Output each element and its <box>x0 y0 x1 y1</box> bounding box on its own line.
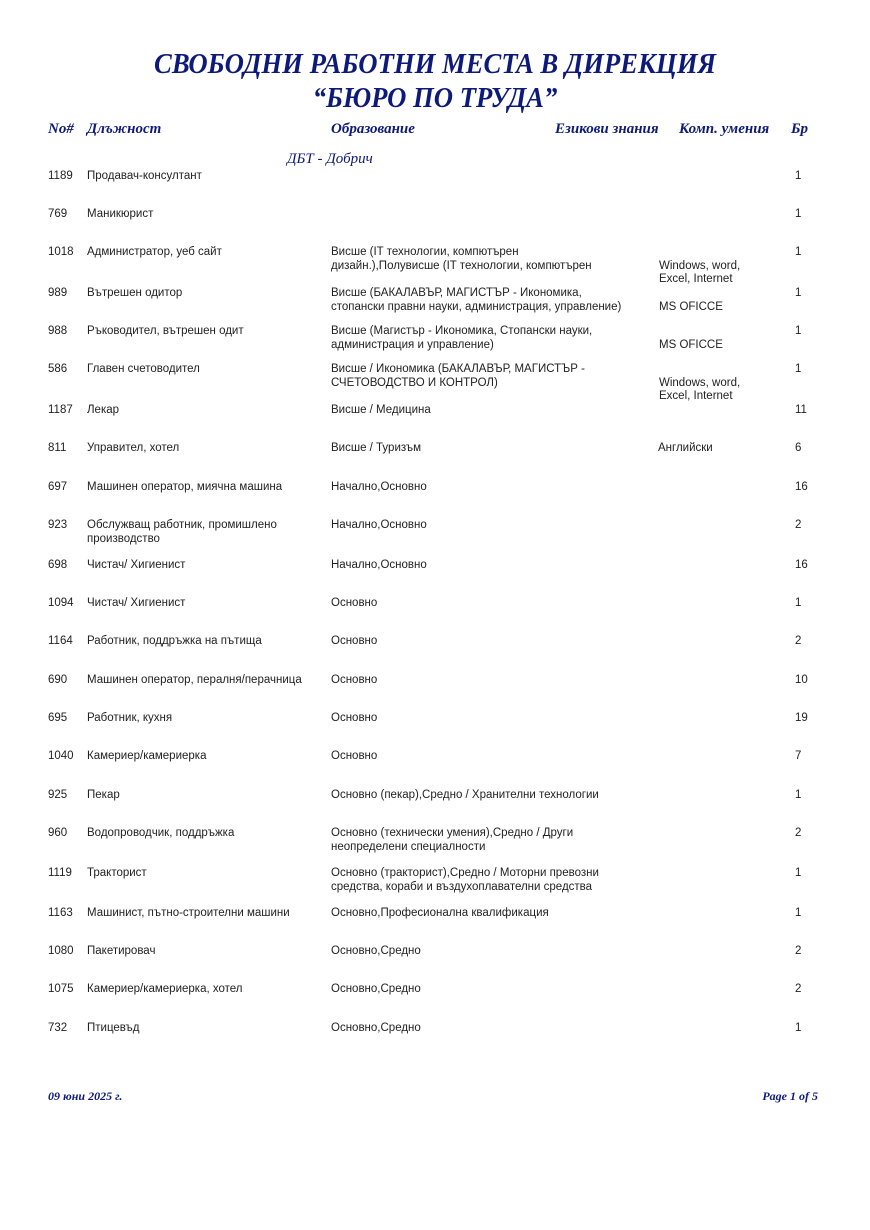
cell-education: Основно <box>331 674 378 686</box>
cell-number: 811 <box>48 442 67 454</box>
cell-count: 1 <box>795 246 802 258</box>
cell-position: Ръководител, вътрешен одит <box>87 325 244 337</box>
cell-number: 695 <box>48 712 68 724</box>
cell-education: Основно <box>331 712 378 724</box>
cell-computer-skills: MS OFICCE <box>659 338 723 351</box>
cell-education: Основно <box>331 750 378 762</box>
cell-position: Обслужващ работник, промишлено производство <box>87 519 277 545</box>
cell-education: Висше (БАКАЛАВЪР, МАГИСТЪР - Икономика, стопански правни науки, администрация, управление) <box>331 287 622 313</box>
cell-count: 19 <box>795 712 808 724</box>
cell-position: Чистач/ Хигиенист <box>87 559 186 571</box>
cell-education: Висше / Медицина <box>331 404 431 416</box>
cell-number: 697 <box>48 481 68 493</box>
cell-position: Тракторист <box>87 867 147 879</box>
cell-number: 1018 <box>48 246 74 258</box>
cell-count: 2 <box>795 635 802 647</box>
cell-count: 1 <box>795 867 802 879</box>
cell-education: Основно,Средно <box>331 945 421 957</box>
cell-count: 2 <box>795 945 802 957</box>
cell-count: 16 <box>795 481 808 493</box>
cell-education: Основно (технически умения),Средно / Други неопределени специалности <box>331 827 574 853</box>
cell-position: Машинист, пътно-строителни машини <box>87 907 290 919</box>
cell-position: Машинен оператор, миячна машина <box>87 481 283 493</box>
cell-position: Водопроводчик, поддръжка <box>87 827 235 839</box>
cell-number: 1119 <box>48 867 72 879</box>
cell-number: 925 <box>48 789 68 801</box>
cell-education: Основно,Професионална квалификация <box>331 907 549 919</box>
cell-number: 732 <box>48 1022 68 1034</box>
cell-number: 1163 <box>48 907 73 919</box>
cell-count: 1 <box>795 170 802 182</box>
cell-languages: Английски <box>658 442 713 454</box>
cell-position: Вътрешен одитор <box>87 287 183 299</box>
cell-education: Висше (Магистър - Икономика, Стопански науки, администрация и управление) <box>331 325 593 351</box>
cell-position: Птицевъд <box>87 1022 140 1034</box>
header-education: Образование <box>331 121 415 137</box>
cell-position: Работник, кухня <box>87 712 173 724</box>
cell-count: 2 <box>795 519 802 531</box>
cell-number: 923 <box>48 519 68 531</box>
cell-count: 7 <box>795 750 802 762</box>
cell-computer-skills: MS OFICCE <box>659 300 723 313</box>
cell-count: 2 <box>795 827 802 839</box>
cell-number: 1075 <box>48 983 74 995</box>
cell-count: 1 <box>795 363 802 375</box>
cell-position: Маникюрист <box>87 208 154 220</box>
cell-computer-skills: Windows, word, Excel, Internet <box>659 376 741 402</box>
cell-position: Лекар <box>87 404 120 416</box>
cell-count: 1 <box>795 325 802 337</box>
cell-education: Основно,Средно <box>331 1022 421 1034</box>
section-heading: ДБТ - Добрич <box>287 151 373 167</box>
cell-count: 16 <box>795 559 808 571</box>
cell-number: 586 <box>48 363 68 375</box>
header-position: Длъжност <box>87 121 162 137</box>
cell-count: 1 <box>795 1022 802 1034</box>
cell-education: Начално,Основно <box>331 519 427 531</box>
cell-position: Главен счетоводител <box>87 363 200 375</box>
cell-position: Чистач/ Хигиенист <box>87 597 186 609</box>
footer-page-number: Page 1 of 5 <box>762 1089 818 1103</box>
cell-number: 1164 <box>48 635 73 647</box>
cell-education: Висше / Икономика (БАКАЛАВЪР, МАГИСТЪР - СЧЕТОВОДСТВО И КОНТРОЛ) <box>331 363 585 389</box>
header-no: No# <box>48 121 74 137</box>
cell-education: Основно (пекар),Средно / Хранителни технологии <box>331 789 599 801</box>
cell-position: Пакетировач <box>87 945 156 957</box>
cell-education: Висше / Туризъм <box>331 442 421 454</box>
cell-position: Пекар <box>87 789 120 801</box>
cell-count: 1 <box>795 597 802 609</box>
cell-count: 2 <box>795 983 802 995</box>
cell-number: 1187 <box>48 404 73 416</box>
cell-count: 6 <box>795 442 802 454</box>
cell-number: 690 <box>48 674 68 686</box>
cell-education: Начално,Основно <box>331 481 427 493</box>
cell-position: Камериер/камериерка <box>87 750 207 762</box>
cell-position: Работник, поддръжка на пътища <box>87 635 262 647</box>
header-count: Бр <box>791 121 809 137</box>
cell-education: Основно <box>331 597 378 609</box>
cell-education: Основно <box>331 635 378 647</box>
header-computer: Комп. умения <box>679 121 770 137</box>
footer-date: 09 юни 2025 г. <box>48 1089 123 1103</box>
cell-count: 1 <box>795 208 802 220</box>
cell-number: 1040 <box>48 750 74 762</box>
cell-computer-skills: Windows, word, Excel, Internet <box>659 259 741 285</box>
cell-position: Управител, хотел <box>87 442 180 454</box>
header-languages: Езикови знания <box>555 121 659 137</box>
cell-education: Висше (IT технологии, компютърен дизайн.),Полувисше (IT технологии, компютърен <box>331 246 592 272</box>
document-title-line2: “БЮРО ПО ТРУДА” <box>312 82 558 114</box>
cell-position: Продавач-консултант <box>87 170 202 182</box>
cell-number: 1080 <box>48 945 74 957</box>
cell-position: Машинен оператор, пералня/перачница <box>87 674 302 686</box>
cell-count: 11 <box>795 404 807 416</box>
cell-number: 988 <box>48 325 68 337</box>
cell-number: 1094 <box>48 597 74 609</box>
cell-position: Администратор, уеб сайт <box>87 246 222 258</box>
cell-number: 769 <box>48 208 68 220</box>
cell-count: 10 <box>795 674 808 686</box>
document-title-line1: СВОБОДНИ РАБОТНИ МЕСТА В ДИРЕКЦИЯ <box>154 48 716 80</box>
cell-count: 1 <box>795 287 802 299</box>
cell-education: Основно (тракторист),Средно / Моторни превозни средства, кораби и въздухоплавателни средства <box>331 867 599 893</box>
cell-count: 1 <box>795 789 802 801</box>
cell-count: 1 <box>795 907 802 919</box>
cell-number: 698 <box>48 559 68 571</box>
cell-number: 1189 <box>48 170 73 182</box>
cell-number: 960 <box>48 827 68 839</box>
cell-position: Камериер/камериерка, хотел <box>87 983 243 995</box>
cell-number: 989 <box>48 287 68 299</box>
cell-education: Начално,Основно <box>331 559 427 571</box>
cell-education: Основно,Средно <box>331 983 421 995</box>
